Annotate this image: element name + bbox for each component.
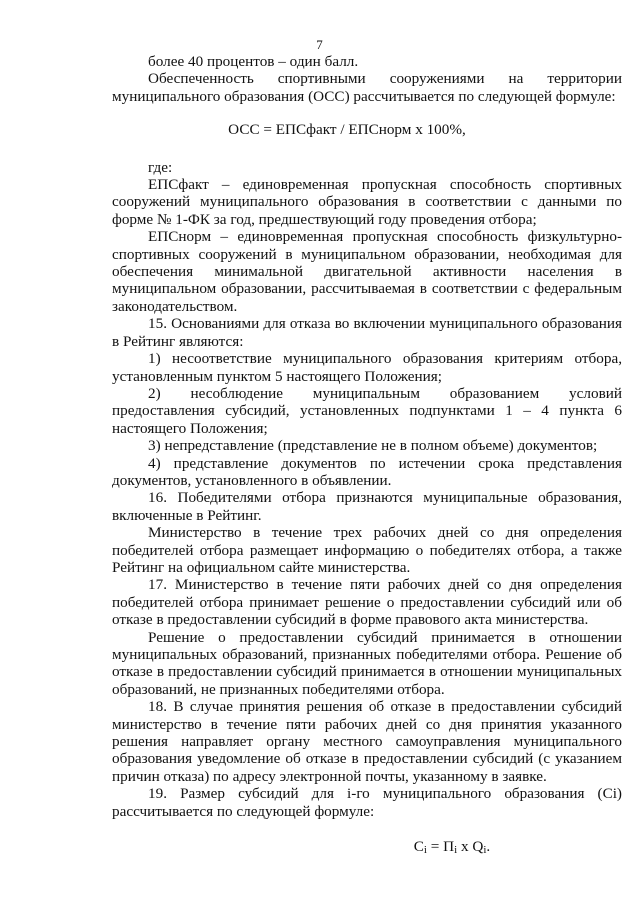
paragraph: Решение о предоставлении субсидий принимается в отношении муниципальных образований, признанных победителями отбора. Решение об отказе в предоставлении субсидий принимается в отношении муниципальных образований, не признанных победителями отбора. <box>112 628 622 698</box>
paragraph: 19. Размер субсидий для i-го муниципального образования (Ci) рассчитывается по следующей формуле: <box>112 785 622 820</box>
paragraph: 15. Основаниями для отказа во включении муниципального образования в Рейтинг являются: <box>112 315 622 350</box>
paragraph: ЕПСнорм – единовременная пропускная способность физкультурно-спортивных сооружений в муниципальном образовании, необходимая для обеспечения минимальной двигательной активности населения в муниципальном образовании, рассчитываемая в соответствии с федеральным законодательством. <box>112 228 622 315</box>
document-body <box>112 53 622 859</box>
formula-term: = П <box>426 838 455 856</box>
formula-subsidy <box>112 838 622 859</box>
paragraph: 17. Министерство в течение пяти рабочих дней со дня определения победителей отбора принимает решение о предоставлении субсидий или об отказе в предоставлении субсидий в форме правового акта министерства. <box>112 576 622 629</box>
paragraph: где: <box>148 158 173 176</box>
formula-term: C <box>413 838 424 856</box>
paragraph: более 40 процентов – один балл. <box>148 53 359 70</box>
paragraph: 18. В случае принятия решения об отказе в предоставлении субсидий министерство в течение пяти рабочих дней со дня принятия указанного решения направляет органу местного самоуправления муниципального образования уведомление об отказе в предоставлении субсидий (с указанием причин отказа) по адресу электронной почты, указанному в заявке. <box>112 698 622 785</box>
paragraph: Министерство в течение трех рабочих дней со дня определения победителей отбора размещает информацию о победителях отбора, а также Рейтинг на официальном сайте министерства. <box>112 524 622 576</box>
paragraph: ЕПСфакт – единовременная пропускная способность спортивных сооружений муниципального образования в соответствии с данными по форме № 1-ФК за год, предшествующий году проведения отбора; <box>112 176 622 228</box>
formula-term: x Q <box>457 838 484 856</box>
formula-term: . <box>486 838 491 856</box>
subscript: i <box>454 844 458 857</box>
page-number: 7 <box>316 37 323 52</box>
list-item: 1) несоответствие муниципального образования критериям отбора, установленным пунктом 5 настоящего Положения; <box>112 350 622 385</box>
formula-oss: ОСС = ЕПСфакт / ЕПСнорм х 100%, <box>228 121 466 139</box>
paragraph: Обеспеченность спортивными сооружениями на территории муниципального образования (ОСС) рассчитывается по следующей формуле: <box>112 70 622 105</box>
list-item: 4) представление документов по истечении срока представления документов, установленного в объявлении. <box>112 454 622 489</box>
list-item: 3) непредставление (представление не в полном объеме) документов; <box>148 437 598 455</box>
list-item: 2) несоблюдение муниципальным образованием условий предоставления субсидий, установленных подпунктами 1 – 4 пункта 6 настоящего Положения; <box>112 384 622 437</box>
subscript: i <box>483 844 487 857</box>
paragraph: 16. Победителями отбора признаются муниципальные образования, включенные в Рейтинг. <box>112 489 622 524</box>
subscript: i <box>423 844 427 857</box>
